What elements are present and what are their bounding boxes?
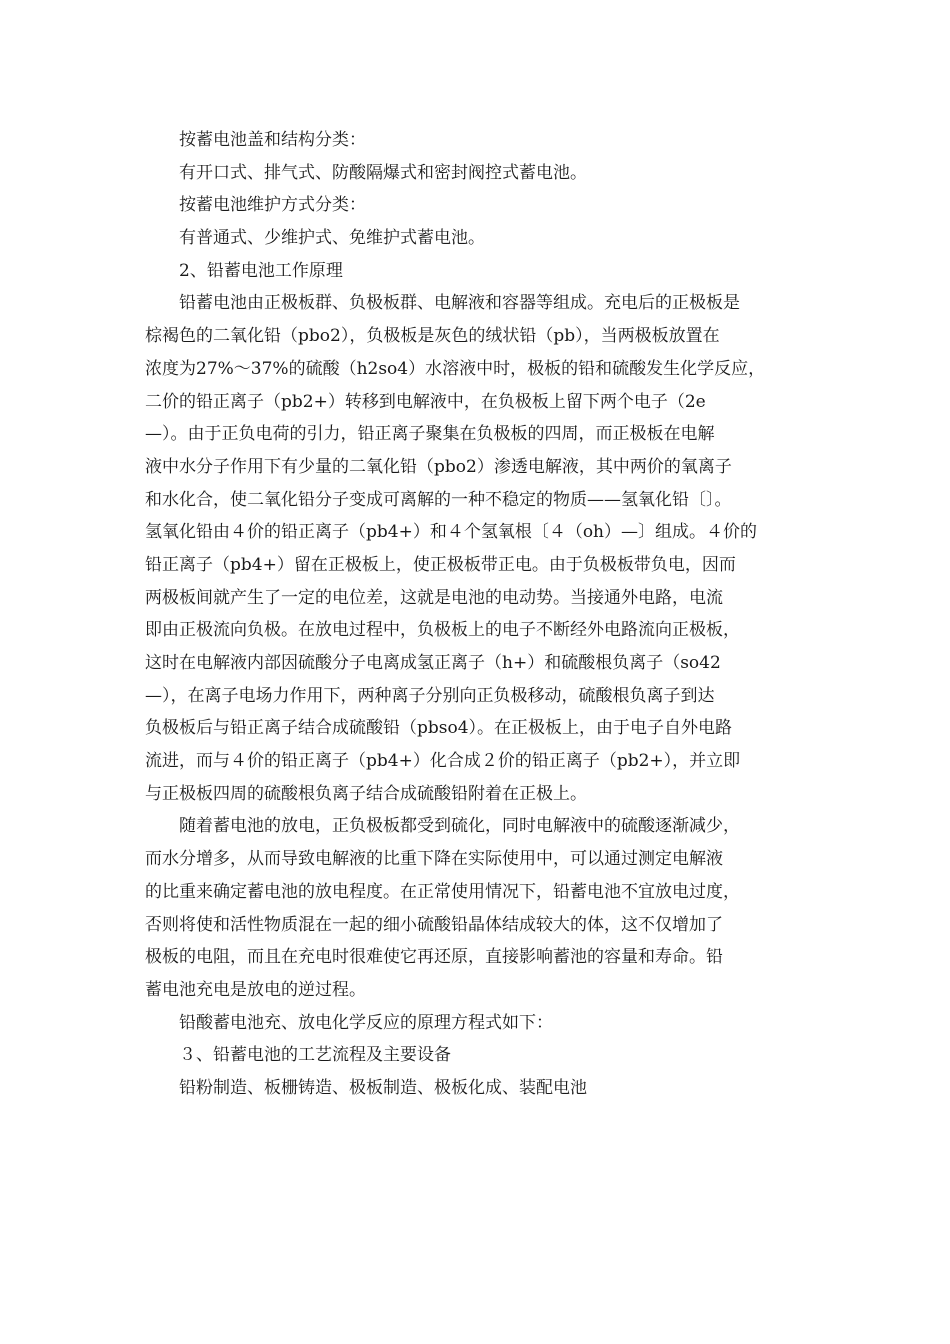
- text-line: 和水化合，使二氧化铅分子变成可离解的一种不稳定的物质——氢氧化铅〔〕。: [145, 489, 732, 510]
- text-line: 有开口式、排气式、防酸隔爆式和密封阀控式蓄电池。: [179, 162, 587, 183]
- text-line: 液中水分子作用下有少量的二氧化铅（pbo2）渗透电解液，其中两价的氧离子: [145, 456, 732, 477]
- document-body: [145, 124, 815, 1105]
- text-line: 氢氧化铅由４价的铅正离子（pb4+）和４个氢氧根〔４（oh）—〕组成。４价的: [145, 522, 758, 543]
- text-line: 铅酸蓄电池充、放电化学反应的原理方程式如下：: [179, 1012, 553, 1033]
- text-line: 按蓄电池盖和结构分类：: [179, 130, 366, 150]
- section-heading: ３、铅蓄电池的工艺流程及主要设备: [179, 1045, 451, 1066]
- text-line: 浓度为27%～37%的硫酸（h2so4）水溶液中时，极板的铅和硫酸发生化学反应，: [145, 358, 766, 379]
- text-line: 蓄电池充电是放电的逆过程。: [145, 979, 366, 1000]
- text-line: —），在离子电场力作用下，两种离子分别向正负极移动，硫酸根负离子到达: [145, 685, 715, 706]
- text-line: 两极板间就产生了一定的电位差，这就是电池的电动势。当接通外电路，电流: [145, 587, 723, 608]
- text-line: 铅蓄电池由正极板群、负极板群、电解液和容器等组成。充电后的正极板是: [179, 293, 740, 314]
- text-line: 二价的铅正离子（pb2+）转移到电解液中，在负极板上留下两个电子（2e: [145, 391, 706, 412]
- text-line: 负极板后与铅正离子结合成硫酸铅（pbso4）。在正极板上，由于电子自外电路: [145, 718, 733, 739]
- text-line: 即由正极流向负极。在放电过程中，负极板上的电子不断经外电路流向正极板，: [145, 620, 740, 641]
- text-line: —）。由于正负电荷的引力，铅正离子聚集在负极板的四周，而正极板在电解: [145, 424, 715, 445]
- text-line: 极板的电阻，而且在充电时很难使它再还原，直接影响蓄池的容量和寿命。铅: [145, 947, 723, 968]
- text-line: 的比重来确定蓄电池的放电程度。在正常使用情况下，铅蓄电池不宜放电过度，: [145, 881, 740, 902]
- text-line: 否则将使和活性物质混在一起的细小硫酸铅晶体结成较大的体，这不仅增加了: [145, 914, 723, 935]
- section-heading: 2、铅蓄电池工作原理: [179, 260, 343, 281]
- text-line: 棕褐色的二氧化铅（pbo2），负极板是灰色的绒状铅（pb），当两极板放置在: [145, 326, 720, 347]
- text-line: 随着蓄电池的放电，正负极板都受到硫化，同时电解液中的硫酸逐渐减少，: [179, 816, 740, 837]
- text-line: 按蓄电池维护方式分类：: [179, 195, 366, 216]
- text-line: 有普通式、少维护式、免维护式蓄电池。: [179, 228, 485, 249]
- text-line: 铅粉制造、板栅铸造、极板制造、极板化成、装配电池: [179, 1077, 587, 1098]
- text-line: 铅正离子（pb4+）留在正极板上，使正极板带正电。由于负极板带负电，因而: [145, 554, 736, 575]
- text-line: 而水分增多，从而导致电解液的比重下降在实际使用中，可以通过测定电解液: [145, 849, 723, 870]
- text-line: 与正极板四周的硫酸根负离子结合成硫酸铅附着在正极上。: [145, 783, 587, 804]
- text-line: 这时在电解液内部因硫酸分子电离成氢正离子（h+）和硫酸根负离子（so42: [145, 653, 721, 673]
- text-line: 流进，而与４价的铅正离子（pb4+）化合成２价的铅正离子（pb2+），并立即: [145, 751, 741, 772]
